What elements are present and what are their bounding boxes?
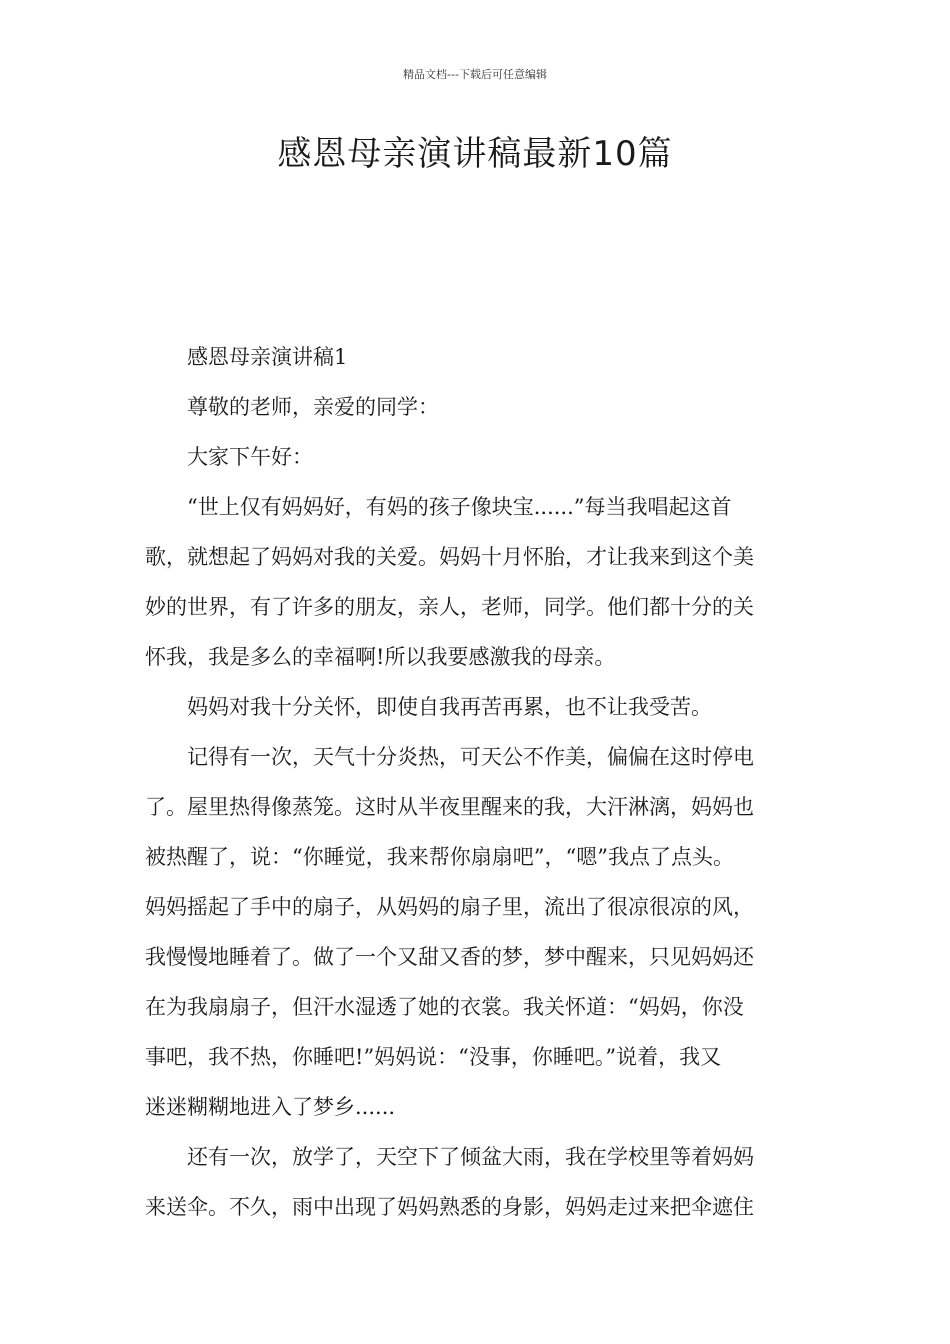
text-line: 妈妈对我十分关怀，即使自我再苦再累，也不让我受苦。 (187, 695, 712, 719)
header-note: 精品文档---下载后可任意编辑 (403, 68, 547, 81)
text-line: 事吧，我不热，你睡吧!”妈妈说：“没事，你睡吧。”说着，我又 (145, 1045, 722, 1069)
text-line: 大家下午好： (187, 445, 313, 469)
text-line: 我慢慢地睡着了。做了一个又甜又香的梦，梦中醒来，只见妈妈还 (145, 945, 754, 969)
text-line: 还有一次，放学了，天空下了倾盆大雨，我在学校里等着妈妈 (187, 1145, 754, 1169)
text-line: 尊敬的老师，亲爱的同学： (187, 395, 439, 419)
text-line: 来送伞。不久，雨中出现了妈妈熟悉的身影，妈妈走过来把伞遮住 (145, 1195, 754, 1219)
text-line: 了。屋里热得像蒸笼。这时从半夜里醒来的我，大汗淋漓，妈妈也 (145, 795, 754, 819)
document-body (145, 332, 810, 1232)
text-line: 迷迷糊糊地进入了梦乡...... (145, 1095, 396, 1119)
text-line: 怀我，我是多么的幸福啊!所以我要感激我的母亲。 (145, 645, 616, 669)
text-line: 妙的世界，有了许多的朋友，亲人，老师，同学。他们都十分的关 (145, 595, 754, 619)
text-line: 被热醒了，说：“你睡觉，我来帮你扇扇吧”，“嗯”我点了点头。 (145, 845, 734, 869)
text-line: 记得有一次，天气十分炎热，可天公不作美，偏偏在这时停电 (187, 745, 754, 769)
text-line: “世上仅有妈妈好，有妈的孩子像块宝......”每当我唱起这首 (187, 495, 732, 519)
text-line: 歌，就想起了妈妈对我的关爱。妈妈十月怀胎，才让我来到这个美 (145, 545, 754, 569)
text-line: 感恩母亲演讲稿1 (187, 345, 348, 369)
text-line: 在为我扇扇子，但汗水湿透了她的衣裳。我关怀道：“妈妈，你没 (145, 995, 744, 1019)
page-title: 感恩母亲演讲稿最新10篇 (277, 134, 673, 174)
text-line: 妈妈摇起了手中的扇子，从妈妈的扇子里，流出了很凉很凉的风， (145, 895, 754, 919)
